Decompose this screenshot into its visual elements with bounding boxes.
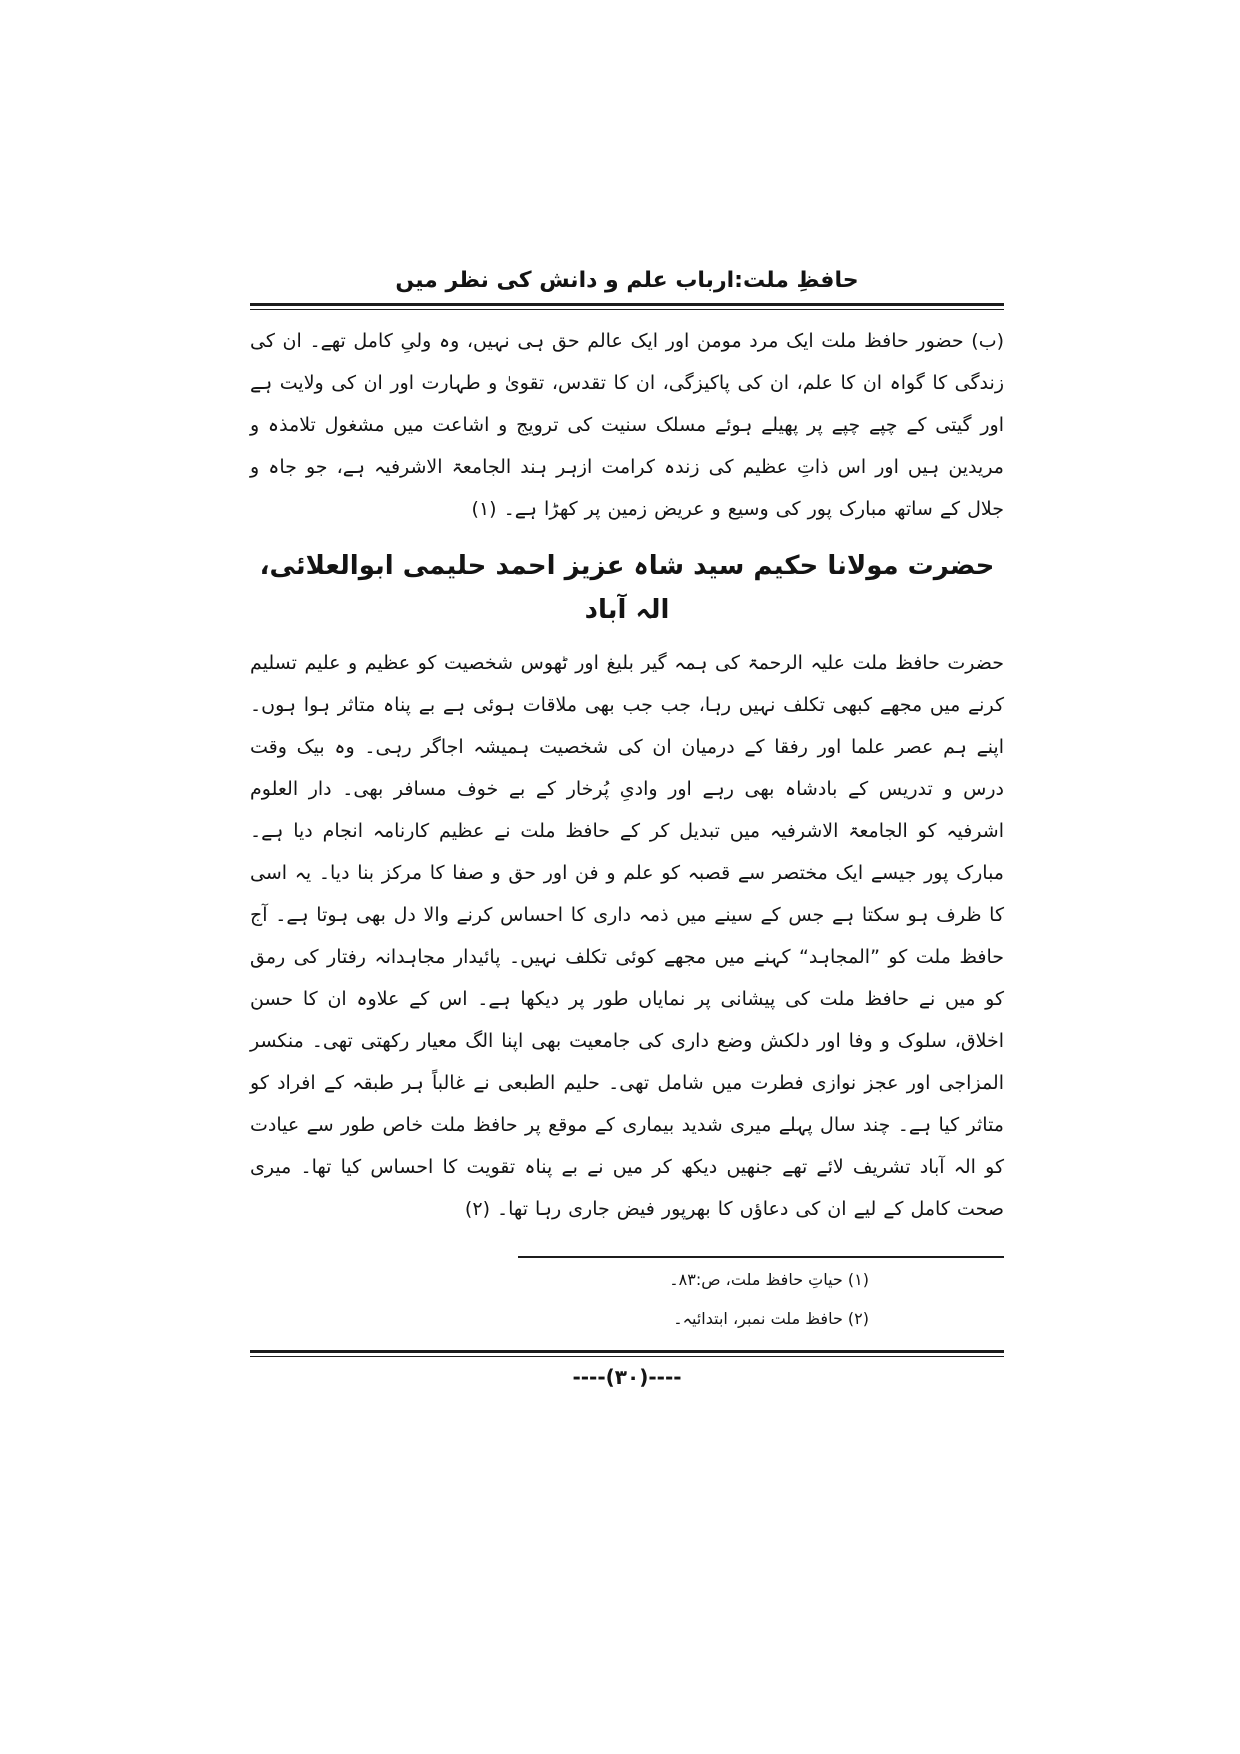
footer-rule-thick (250, 1350, 1004, 1353)
footnotes-section (250, 1256, 1004, 1336)
header-rule (250, 303, 1004, 310)
page-number: ----(۳۰)---- (572, 1365, 682, 1389)
paragraph-2: حضرت حافظ ملت علیہ الرحمۃ کی ہمہ گیر بلیغ اور ٹھوس شخصیت کو عظیم و علیم تسلیم کرنے میں مجھے کبھی تکلف نہیں رہا، جب جب بھی ملاقات ہوئی ہے بے پناہ متاثر ہوا ہوں۔ اپنے ہم عصر علما اور رفقا کے درمیان ان کی شخصیت ہمیشہ اجاگر رہی۔ وہ بیک وقت درس و تدریس کے بادشاہ بھی رہے اور وادیِ پُرخار کے بے خوف مسافر بھی۔ دار العلوم اشرفیہ کو الجامعۃ الاشرفیہ میں تبدیل کر کے حافظ ملت نے عظیم کارنامہ انجام دیا ہے۔ مبارک پور جیسے ایک مختصر سے قصبہ کو علم و فن اور حق و صفا کا مرکز بنا دیا۔ یہ اسی کا ظرف ہو سکتا ہے جس کے سینے میں ذمہ داری کا احساس کرنے والا دل بھی ہوتا ہے۔ آج حافظ ملت کو ”المجاہد“ کہنے میں مجھے کوئی تکلف نہیں۔ پائیدار مجاہدانہ رفتار کی رمق کو میں نے حافظ ملت کی پیشانی پر نمایاں طور پر دیکھا ہے۔ اس کے علاوہ ان کا حسن اخلاق، سلوک و وفا اور دلکش وضع داری کی جامعیت بھی اپنا الگ معیار رکھتی تھی۔ منکسر المزاجی اور عجز نوازی فطرت میں شامل تھی۔ حلیم الطبعی نے غالباً ہر طبقہ کے افراد کو متاثر کیا ہے۔ چند سال پہلے میری شدید بیماری کے موقع پر حافظ ملت خاص طور سے عیادت کو الہ آباد تشریف لائے تھے جنھیں دیکھ کر میں نے بے پناہ تقویت کا احساس کیا تھا۔ میری صحت کامل کے لیے ان کی دعاؤں کا بھرپور فیض جاری رہا تھا۔ (۲) (250, 652, 1004, 1220)
header-rule-thin (250, 309, 1004, 310)
header-title: حافظِ ملت:ارباب علم و دانش کی نظر میں (395, 268, 859, 293)
footer-rule-thin (250, 1356, 1004, 1357)
footnote-1: (۱) حیاتِ حافظ ملت، ص:۸۳۔ (669, 1270, 869, 1289)
page-header (250, 268, 1004, 310)
section-heading: حضرت مولانا حکیم سید شاہ عزیز احمد حلیمی ابوالعلائی، الہ آباد (259, 551, 995, 625)
document-page (250, 268, 1004, 1389)
paragraph-1: (ب) حضور حافظ ملت ایک مرد مومن اور ایک عالم حق ہی نہیں، وہ ولیِ کامل تھے۔ ان کی زندگی کا گواہ ان کا علم، ان کی پاکیزگی، ان کا تقدس، تقویٰ و طہارت اور ان کی ولایت ہے اور گیتی کے چپے چپے پر پھیلے ہوئے مسلک سنیت کی ترویج و اشاعت میں مشغول تلامذہ و مریدین ہیں اور اس ذاتِ عظیم کی زندہ کرامت ازہر ہند الجامعۃ الاشرفیہ ہے، جو جاہ و جلال کے ساتھ مبارک پور کی وسیع و عریض زمین پر کھڑا ہے۔ (۱) (250, 330, 1004, 520)
page-footer (250, 1350, 1004, 1389)
header-rule-thick (250, 303, 1004, 306)
footnote-2: (۲) حافظ ملت نمبر، ابتدائیہ۔ (673, 1309, 869, 1328)
footer-rule (250, 1350, 1004, 1357)
footnote-separator-rule (518, 1256, 1004, 1258)
